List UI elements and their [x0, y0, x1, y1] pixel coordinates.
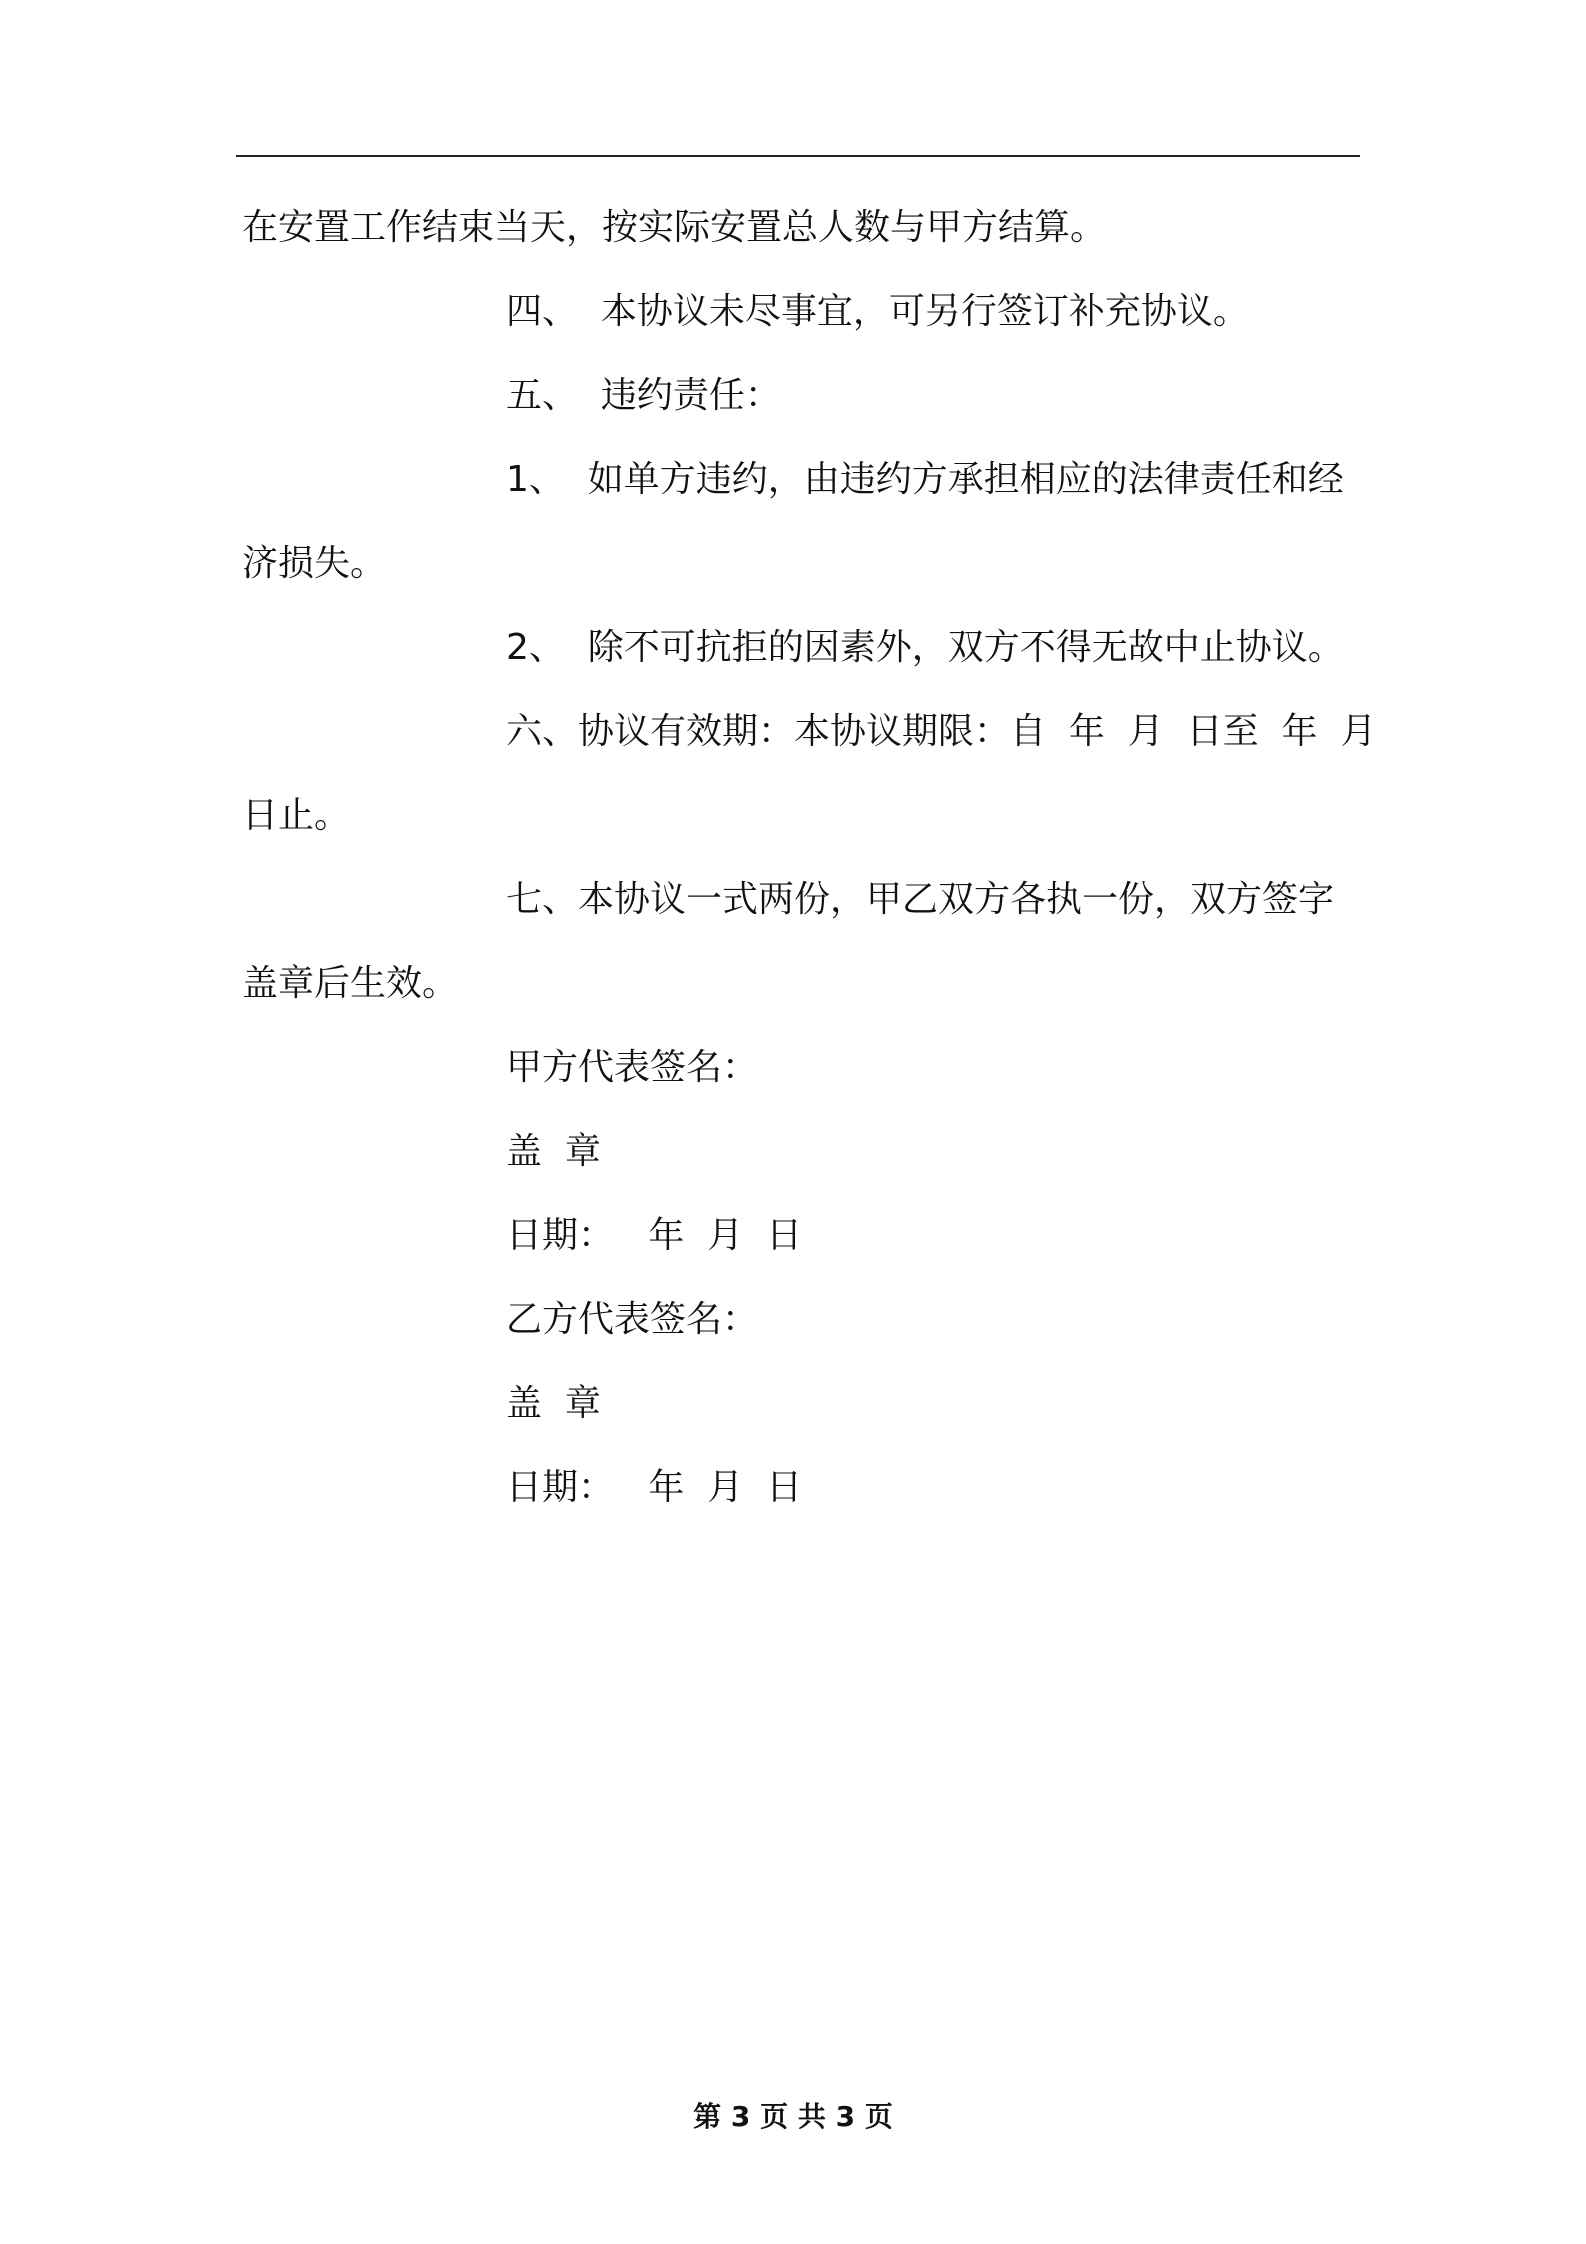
clause-5-item-1-line-1: 1、 如单方违约，由违约方承担相应的法律责任和经 — [506, 459, 1344, 500]
clause-6-line-1: 六、协议有效期：本协议期限：自 年 月 日至 年 月 — [506, 711, 1377, 752]
party-b-seal-label: 盖 章 — [506, 1383, 601, 1424]
party-b-signature-label: 乙方代表签名： — [506, 1299, 759, 1340]
clause-7-line-1: 七、本协议一式两份，甲乙双方各执一份，双方签字 — [506, 879, 1335, 920]
party-b-date-label: 日期： 年 月 日 — [506, 1467, 803, 1508]
page-number-footer: 第 3 页 共 3 页 — [693, 2100, 893, 2133]
clause-6-line-2: 日止。 — [242, 795, 351, 836]
clause-4-line: 四、 本协议未尽事宜，可另行签订补充协议。 — [506, 291, 1249, 332]
clause-5-item-1-line-2: 济损失。 — [242, 543, 387, 584]
party-a-signature-label: 甲方代表签名： — [506, 1047, 759, 1088]
clause-7-line-2: 盖章后生效。 — [242, 963, 459, 1004]
clause-5-heading: 五、 违约责任： — [506, 375, 781, 416]
paragraph-line-settlement: 在安置工作结束当天，按实际安置总人数与甲方结算。 — [242, 207, 1107, 248]
header-rule — [236, 155, 1360, 157]
party-a-seal-label: 盖 章 — [506, 1131, 601, 1172]
party-a-date-label: 日期： 年 月 日 — [506, 1215, 803, 1256]
clause-5-item-2-line: 2、 除不可抗拒的因素外，双方不得无故中止协议。 — [506, 627, 1344, 668]
